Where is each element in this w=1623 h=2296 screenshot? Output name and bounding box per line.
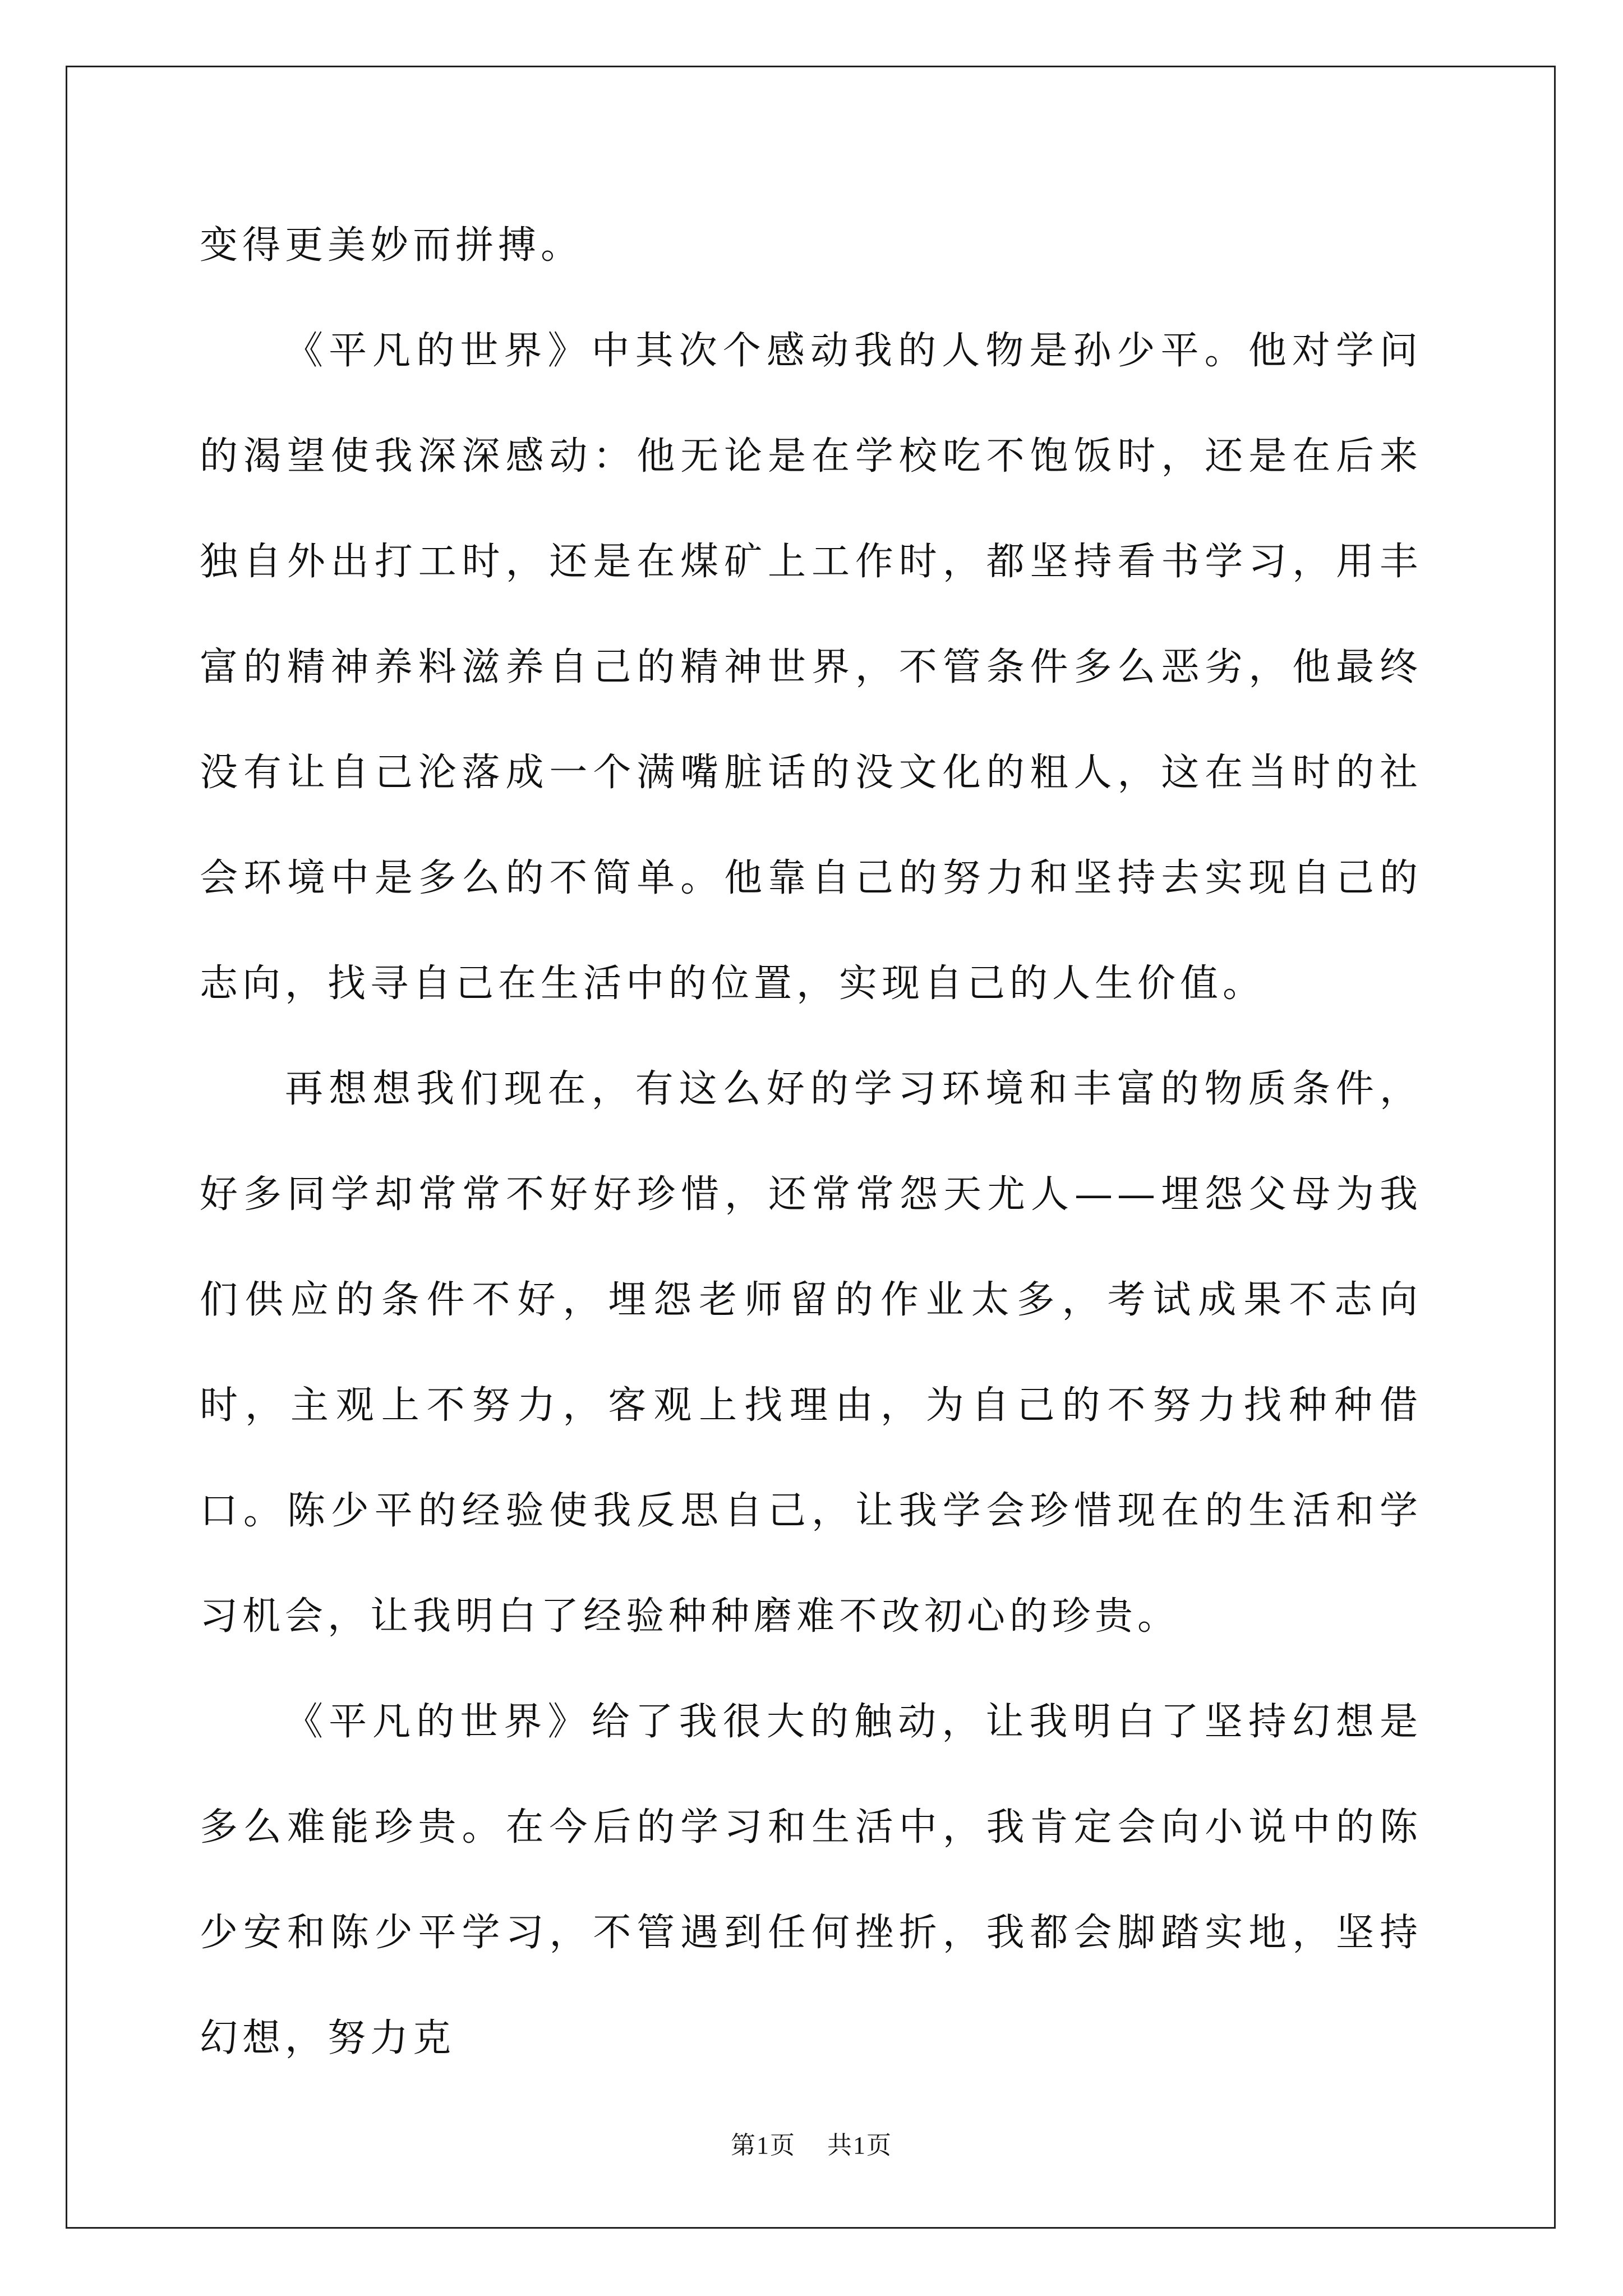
paragraph: 《平凡的世界》中其次个感动我的人物是孙少平。他对学问的渴望使我深深感动：他无论是在学校吃不饱饭时，还是在后来独自外出打工时，还是在煤矿上工作时，都坚持看书学习，用丰富的精神养料滋养自己的精神世界，不管条件多么恶劣，他最终没有让自己沦落成一个满嘴脏话的没文化的粗人，这在当时的社会环境中是多么的不简单。他靠自己的努力和坚持去实现自己的志向，找寻自己在生活中的位置，实现自己的人生价值。: [200, 329, 1422, 1006]
paragraph: 《平凡的世界》给了我很大的触动，让我明白了坚持幻想是多么难能珍贵。在今后的学习和生活中，我肯定会向小说中的陈少安和陈少平学习，不管遇到任何挫折，我都会脚踏实地，坚持幻想，努力克: [200, 1700, 1422, 2060]
page-total: 共1页: [827, 2132, 892, 2159]
page-number: 第1页: [731, 2132, 796, 2159]
page-footer: [0, 2125, 1623, 2161]
paragraph: 再想想我们现在，有这么好的学习环境和丰富的物质条件，好多同学却常常不好好珍惜，还常常怨天尤人——埋怨父母为我们供应的条件不好，埋怨老师留的作业太多，考试成果不志向时，主观上不努力，客观上找理由，为自己的不努力找种种借口。陈少平的经验使我反思自己，让我学会珍惜现在的生活和学习机会，让我明白了经验种种磨难不改初心的珍贵。: [200, 1067, 1422, 1639]
document-body: [200, 193, 1422, 2091]
paragraph: 变得更美妙而拼搏。: [200, 223, 584, 268]
